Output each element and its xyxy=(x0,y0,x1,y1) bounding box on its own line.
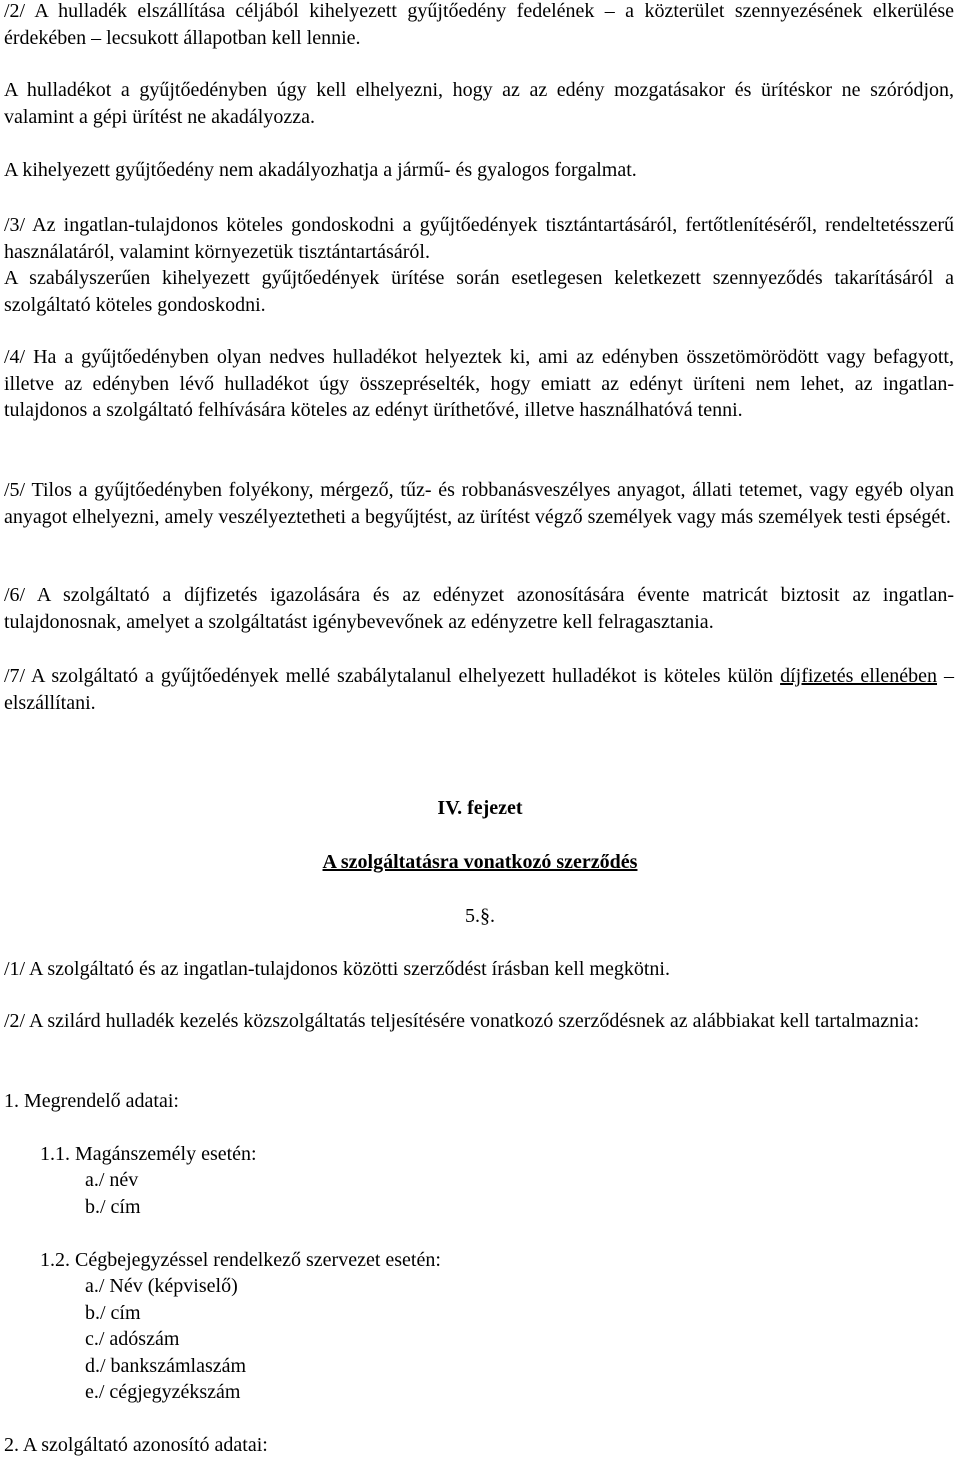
chapter-number: IV. fejezet xyxy=(437,797,523,819)
paragraph-5: /5/ Tilos a gyűjtőedényben folyékony, mérgező, tűz- és robbanásveszélyes anyagot, állati tetemet, vagy egyéb olyan anyagot elhelyezni, amely veszélyeztetheti a begyűjtést, az ürítést végző személyek vagy más személyek testi épségét. xyxy=(4,479,954,528)
list-item-1-2: 1.2. Cégbejegyzéssel rendelkező szervezet esetén: xyxy=(40,1249,441,1271)
list-item-2: 2. A szolgáltató azonosító adatai: xyxy=(4,1434,268,1456)
list-item-1-2-d: d./ bankszámlaszám xyxy=(85,1355,247,1377)
list-item-1-2-b: b./ cím xyxy=(85,1302,141,1324)
paragraph-6: /6/ A szolgáltató a díjfizetés igazolására és az edényzet azonosítására évente matricát biztosit az ingatlan-tulajdonosnak, amelyet a szolgáltatást igénybevevőnek az edényzetre kell felragasztania. xyxy=(4,584,954,633)
list-item-1-1-a: a./ név xyxy=(85,1169,139,1191)
chapter-title-text: A szolgáltatásra vonatkozó szerződés xyxy=(322,851,638,873)
list-item-1: 1. Megrendelő adatai: xyxy=(4,1090,179,1112)
list-item-1-1: 1.1. Magánszemély esetén: xyxy=(40,1143,257,1165)
section-5-paragraph-1: /1/ A szolgáltató és az ingatlan-tulajdonos közötti szerződést írásban kell megkötni. xyxy=(4,958,670,980)
section-number: 5.§. xyxy=(465,905,495,927)
chapter-title xyxy=(0,849,960,876)
paragraph-3b: A szabályszerűen kihelyezett gyűjtőedények ürítése során esetlegesen keletkezett szennyeződés takarításáról a szolgáltató köteles gondoskodni. xyxy=(4,267,954,316)
paragraph-2a: /2/ A hulladék elszállítása céljából kihelyezett gyűjtőedény fedelének – a közterület szennyezésének elkerülése érdekében – lecsukott állapotban kell lennie. xyxy=(4,0,954,49)
paragraph-7-start: /7/ A szolgáltató a gyűjtőedények mellé szabálytalanul elhelyezett hulladékot is köteles külön xyxy=(4,665,781,687)
paragraph-2b: A hulladékot a gyűjtőedényben úgy kell elhelyezni, hogy az az edény mozgatásakor és ürítéskor ne szóródjon, valamint a gépi ürítést ne akadályozza. xyxy=(4,79,954,128)
list-item-1-2-c: c./ adószám xyxy=(85,1328,180,1350)
paragraph-2c: A kihelyezett gyűjtőedény nem akadályozhatja a jármű- és gyalogos forgalmat. xyxy=(4,159,637,181)
paragraph-3a: /3/ Az ingatlan-tulajdonos köteles gondoskodni a gyűjtőedények tisztántartásáról, fertőtlenítéséről, rendeltetésszerű használatáról, valamint környezetük tisztántartásáról. xyxy=(4,214,954,263)
list-item-1-2-a: a./ Név (képviselő) xyxy=(85,1275,238,1297)
list-item-1-1-b: b./ cím xyxy=(85,1196,141,1218)
list-item-1-2-e: e./ cégjegyzékszám xyxy=(85,1381,241,1403)
section-5-paragraph-2: /2/ A szilárd hulladék kezelés közszolgáltatás teljesítésére vonatkozó szerződésnek az alábbiakat kell tartalmaznia: xyxy=(4,1010,920,1032)
paragraph-7 xyxy=(4,663,954,716)
paragraph-7-end: – elszállítani. xyxy=(4,665,955,714)
paragraph-4: /4/ Ha a gyűjtőedényben olyan nedves hulladékot helyeztek ki, ami az edényben összetömörödött vagy befagyott, illetve az edényben lévő hulladékot úgy összepréselték, hogy emiatt az edényt üríteni nem lehet, az ingatlan-tulajdonos a szolgáltató felhívására köteles az edényt üríthetővé, illetve használhatóvá tenni. xyxy=(4,346,954,421)
paragraph-7-underlined: díjfizetés ellenében xyxy=(780,665,938,687)
